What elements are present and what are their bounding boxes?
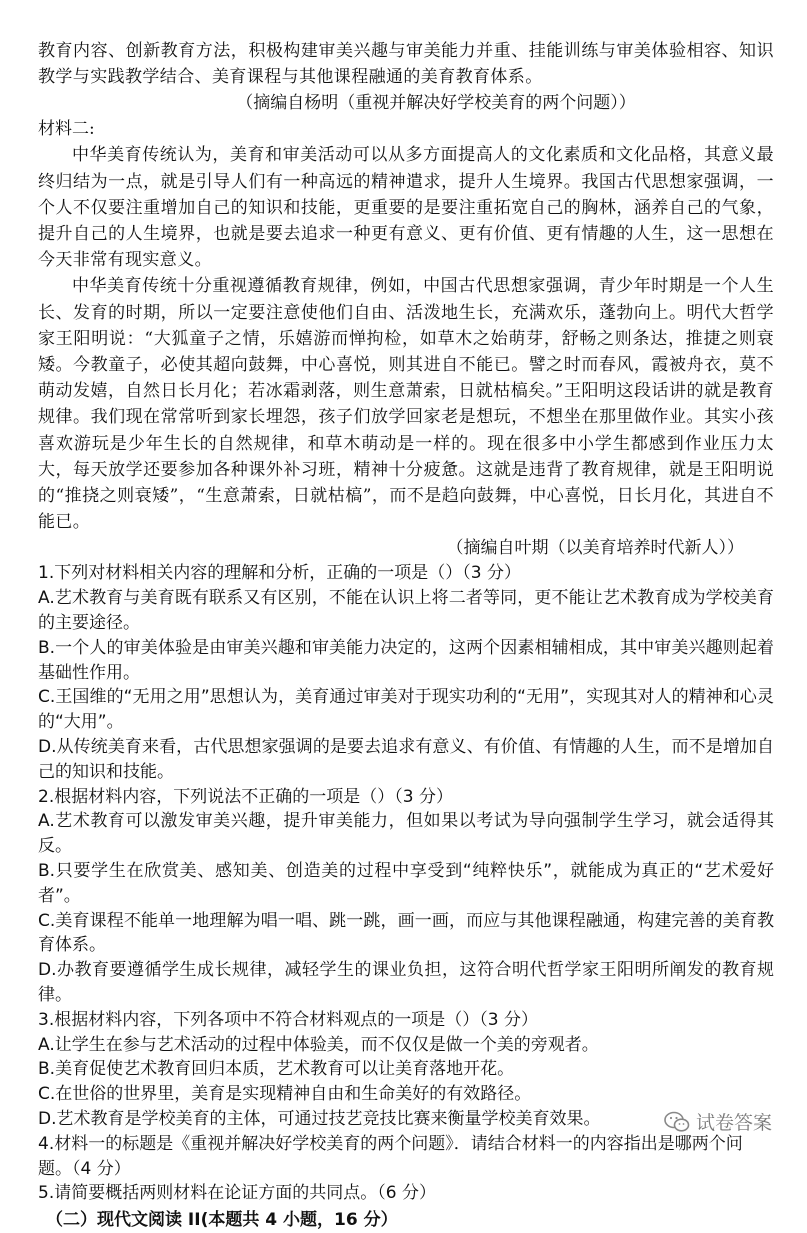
- section-heading: （二）现代文阅读 II(本题共 4 小题，16 分）: [46, 1210, 398, 1231]
- answer-option: C.王国维的“无用之用”思想认为，美育通过审美对于现实功利的“无用”，实现其对人的精神和心灵的“大用”。: [38, 687, 774, 733]
- question-stem: 5.请简要概括两则材料在论证方面的共同点。（6 分）: [38, 1183, 436, 1204]
- material-2-source: （摘编自叶期（以美育培养时代新人））: [446, 538, 744, 559]
- material-2-label: 材料二:: [38, 119, 95, 140]
- answer-option: C.在世俗的世界里，美育是实现精神自由和生命美好的有效路径。: [38, 1084, 532, 1105]
- material-2-paragraph: 中华美育传统十分重视遵循教育规律，例如，中国古代思想家强调，青少年时期是一个人生长、发育的时期，所以一定要注意使他们自由、活泼地生长，充满欢乐，蓬勃向上。明代大哲学家王阳明说：“大狐童子之情，乐嬉游而惮拘检，如草木之始萌芽，舒畅之则条达，推捷之则衰矮。今教童子，必使其超向鼓舞，中心喜悦，则其进自不能已。譬之时而春风，霞被舟衣，莫不萌动发嬉，自然日长月化；若冰霜剥落，则生意萧索，日就枯槁矣。”王阳明这段话讲的就是教育规律。我们现在常常听到家长埋怨，孩子们放学回家老是想玩，不想坐在那里做作业。其实小孩喜欢游玩是少年生长的自然规律，和草木萌动是一样的。现在很多中小学生都感到作业压力太大，每天放学还要参加各种课外补习班，精神十分疲惫。这就是违背了教育规律，就是王阳明说的“推挠之则衰矮”，“生意萧索，日就枯槁”，而不是趋向鼓舞，中心喜悦，日长月化，其进自不能已。: [38, 276, 774, 533]
- question-stem: 2.根据材料内容，下列说法不正确的一项是（）（3 分）: [38, 786, 453, 807]
- material-1-source: （摘编自杨明（重视并解决好学校美育的两个问题））: [236, 93, 636, 114]
- answer-option: B.美育促使艺术教育回归本质，艺术教育可以让美育落地开花。: [38, 1059, 515, 1080]
- watermark-text: 试卷答案: [696, 1112, 773, 1134]
- answer-option: D.办教育要遵循学生成长规律，减轻学生的课业负担，这符合明代哲学家王阳明所阐发的教育规律。: [38, 960, 774, 1005]
- watermark: [664, 1108, 772, 1135]
- answer-option: B.一个人的审美体验是由审美兴趣和审美能力决定的，这两个因素相辅相成，其中审美兴趣则起着基础性作用。: [38, 637, 774, 683]
- exam-page: [38, 38, 774, 1233]
- wechat-icon: [664, 1111, 690, 1133]
- answer-option: B.只要学生在欣赏美、感知美、创造美的过程中享受到“纯粹快乐”，就能成为真正的“艺术爱好者”。: [38, 861, 774, 906]
- answer-option: D.艺术教育是学校美育的主体，可通过技艺竞技比赛来衡量学校美育效果。: [38, 1108, 601, 1129]
- material-1-tail: 教育内容、创新教育方法，积极构建审美兴趣与审美能力并重、挂能训练与审美体验相容、知识教学与实践教学结合、美育课程与其他课程融通的美育教育体系。: [38, 41, 774, 88]
- answer-option: D.从传统美育来看，古代思想家强调的是要去追求有意义、有价值、有情趣的人生，而不是增加自己的知识和技能。: [38, 737, 774, 782]
- question-stem: 4.材料一的标题是《重视并解决好学校美育的两个问题》．请结合材料一的内容指出是哪两个问题。（4 分）: [38, 1133, 743, 1179]
- question-4: [38, 1132, 774, 1182]
- question-stem: 3.根据材料内容，下列各项中不符合材料观点的一项是（）（3 分）: [38, 1009, 538, 1030]
- question-1: [38, 561, 774, 784]
- material-2-paragraph: 中华美育传统认为，美育和审美活动可以从多方面提高人的文化素质和文化品格，其意义最终归结为一点，就是引导人们有一种高远的精神遣求，提升人生境界。我国古代思想家强调，一个人不仅要注重增加自己的知识和技能，更重要的是要注重拓宽自己的胸林，涵养自己的气象，提升自己的人生境界，也就是要去追求一种更有意义、更有价值、更有情趣的人生，这一思想在今天非常有现实意义。: [38, 145, 774, 271]
- answer-option: A.艺术教育与美育既有联系又有区别，不能在认识上将二者等同，更不能让艺术教育成为学校美育的主要途径。: [38, 588, 774, 634]
- answer-option: A.让学生在参与艺术活动的过程中体验美，而不仅仅是做一个美的旁观者。: [38, 1034, 599, 1055]
- answer-option: C.美育课程不能单一地理解为唱一唱、跳一跳，画一画，而应与其他课程融通，构建完善的美育教育体系。: [38, 910, 774, 956]
- question-5: [38, 1181, 774, 1206]
- question-stem: 1.下列对材料相关内容的理解和分析，正确的一项是（）（3 分）: [38, 563, 521, 584]
- answer-option: A.艺术教育可以激发审美兴趣，提升审美能力，但如果以考试为导向强制学生学习，就会适得其反。: [38, 811, 774, 857]
- question-2: [38, 785, 774, 1008]
